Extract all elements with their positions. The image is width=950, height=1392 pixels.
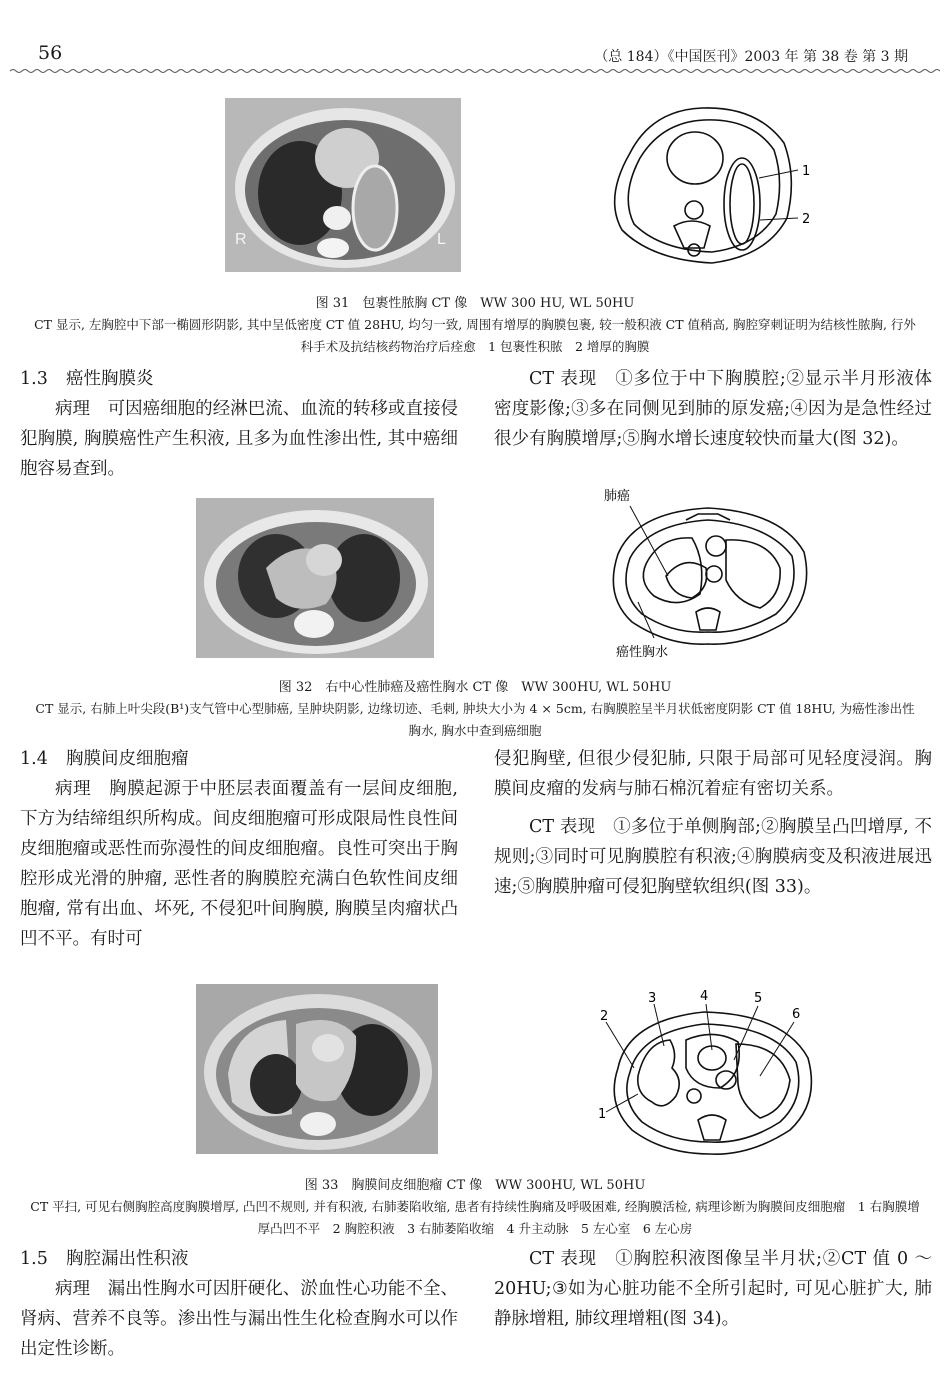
fig33-title: 图 33 胸膜间皮细胞瘤 CT 像 WW 300HU, WL 50HU: [304, 1178, 646, 1193]
fig31-caption: CT 显示, 左胸腔中下部一椭圆形阴影, 其中呈低密度 CT 值 28HU, 均匀一致, 周围有增厚的胸膜包裹, 较一般积液 CT 值稍高, 胸腔穿刺证明为结核性脓胸, 行外科手术及抗结核药物治疗后痊愈 1 包裹性积脓 2 增厚的胸膜: [34, 317, 916, 354]
fig33-caption: CT 平扫, 可见右侧胸腔高度胸膜增厚, 凸凹不规则, 并有积液, 右肺萎陷收缩, 患者有持续性胸痛及呼吸困难, 经胸膜活检, 病理诊断为胸膜间皮细胞瘤 1 右胸膜增厚凸凹不平 2 胸腔积液 3 右肺萎陷收缩 4 升主动脉 5 左心室 6 左心房: [30, 1199, 920, 1236]
fig33-label-5: 5: [754, 991, 763, 1006]
sec13-title: 癌性胸膜炎: [66, 369, 154, 389]
sec15-title: 胸腔漏出性积液: [66, 1249, 189, 1269]
sec13-right-column: [494, 364, 932, 454]
fig32-title: 图 32 右中心性肺癌及癌性胸水 CT 像 WW 300HU, WL 50HU: [278, 680, 672, 695]
sec15-number: 1.5: [20, 1249, 48, 1269]
sec13-number: 1.3: [20, 369, 48, 389]
sec13-ct-paragraph: CT 表现 ①多位于中下胸膜腔;②显示半月形液体密度影像;③多在同侧见到肺的原发癌;④因为是急性经过很少有胸膜增厚;⑤胸水增长速度较快而量大(图 32)。: [494, 369, 932, 449]
fig33-label-2: 2: [600, 1009, 609, 1024]
fig31-title: 图 31 包裹性脓胸 CT 像 WW 300 HU, WL 50HU: [315, 296, 635, 311]
sec14-left-column: [20, 744, 458, 954]
sec15-pathology-paragraph: 病理 漏出性胸水可因肝硬化、淤血性心功能不全、肾病、营养不良等。渗出性与漏出性生化检查胸水可以作出定性诊断。: [20, 1279, 458, 1359]
fig31-diagram: [592, 98, 832, 276]
header-rule: [10, 68, 940, 74]
sec15-heading: [20, 1244, 458, 1274]
fig33-label-6: 6: [792, 1007, 801, 1022]
page-number: 56: [38, 42, 63, 64]
sec13-pathology-paragraph: 病理 可因癌细胞的经淋巴流、血流的转移或直接侵犯胸膜, 胸膜癌性产生积液, 且多为血性渗出性, 其中癌细胞容易查到。: [20, 399, 458, 479]
fig32-label-malignant-effusion: 癌性胸水: [616, 645, 669, 660]
fig32-diagram: [596, 484, 826, 662]
sec14-heading: [20, 744, 458, 774]
fig31-label-2: 2: [802, 212, 811, 227]
sec14-pathology-paragraph: 病理 胸膜起源于中胚层表面覆盖有一层间皮细胞, 下方为结缔组织所构成。间皮细胞瘤可形成限局性良性间皮细胞瘤或恶性而弥漫性的间皮细胞瘤。良性可突出于胸腔形成光滑的肿瘤, 恶性者的胸膜腔充满白色软性间皮细胞瘤, 常有出血、坏死, 不侵犯叶间胸膜, 胸膜呈肉瘤状凸凹不平。有时可: [20, 779, 458, 949]
sec14-right-column: [494, 744, 932, 902]
sec13-heading: [20, 364, 458, 394]
fig33-label-3: 3: [648, 991, 657, 1006]
sec14-ct-paragraph: CT 表现 ①多位于单侧胸部;②胸膜呈凸凹增厚, 不规则;③同时可见胸膜腔有积液;④胸膜病变及积液进展迅速;⑤胸膜肿瘤可侵犯胸壁软组织(图 33)。: [494, 817, 932, 897]
fig31-ct-image: [225, 98, 461, 272]
sec15-ct-paragraph: CT 表现 ①胸腔积液图像呈半月状;②CT 值 0 ～20HU;③如为心脏功能不全所引起时, 可见心脏扩大, 肺静脉增粗, 肺纹理增粗(图 34)。: [494, 1249, 932, 1329]
fig33-label-4: 4: [700, 989, 709, 1004]
fig31-label-1: 1: [802, 164, 811, 179]
fig32-caption: CT 显示, 右肺上叶尖段(B¹)支气管中心型肺癌, 呈肿块阴影, 边缘切迹、毛刺, 肿块大小为 4 × 5cm, 右胸膜腔呈半月状低密度阴影 CT 值 18HU, 为癌性渗出性胸水, 胸水中查到癌细胞: [35, 701, 915, 738]
fig31-ct-left-marker: L: [437, 231, 446, 248]
fig32-ct-image: [196, 498, 434, 658]
fig33-diagram: [594, 984, 834, 1166]
sec14-continuation-paragraph: 侵犯胸壁, 但很少侵犯肺, 只限于局部可见轻度浸润。胸膜间皮瘤的发病与肺石棉沉着症有密切关系。: [494, 749, 932, 799]
fig33-ct-image: [196, 984, 438, 1154]
fig32-label-lung-cancer: 肺癌: [604, 489, 631, 504]
sec15-right-column: [494, 1244, 932, 1334]
running-head: （总 184）《中国医刊》2003 年 第 38 卷 第 3 期: [594, 49, 908, 65]
sec15-left-column: [20, 1244, 458, 1364]
sec14-number: 1.4: [20, 749, 48, 769]
sec13-left-column: [20, 364, 458, 484]
fig33-label-1: 1: [598, 1107, 607, 1122]
sec14-title: 胸膜间皮细胞瘤: [66, 749, 189, 769]
fig31-ct-right-marker: R: [235, 231, 247, 248]
